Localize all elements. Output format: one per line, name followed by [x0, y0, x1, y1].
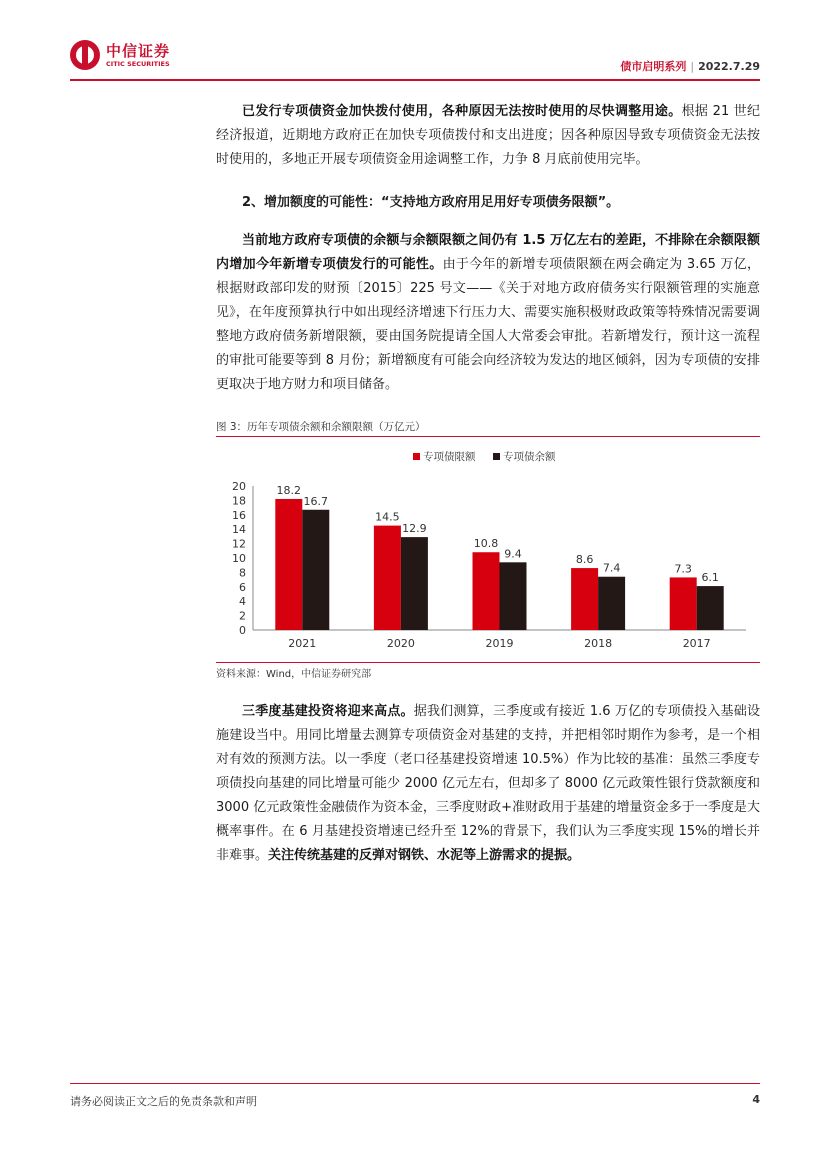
- data-label: 12.9: [402, 522, 427, 536]
- paragraph-4-bold: 三季度基建投资将迎来高点。: [242, 704, 414, 719]
- data-label: 6.1: [701, 571, 719, 585]
- legend-label-1: 专项债限额: [423, 451, 476, 463]
- header-divider: [70, 79, 760, 81]
- section-heading: 2、增加额度的可能性：“支持地方政府用足用好专项债务限额”。: [242, 195, 620, 210]
- y-tick-label: 6: [239, 580, 246, 594]
- y-tick-label: 20: [232, 480, 246, 493]
- legend-swatch-2: [493, 453, 500, 460]
- footer-divider: [70, 1083, 760, 1084]
- bar-2019-balance: [500, 562, 527, 630]
- bar-2017-balance: [697, 586, 724, 630]
- x-tick-label: 2019: [485, 637, 514, 650]
- data-label: 16.7: [303, 494, 329, 508]
- y-tick-label: 2: [239, 609, 246, 623]
- data-label: 8.6: [575, 553, 594, 567]
- y-tick-label: 10: [232, 552, 246, 565]
- legend-swatch-1: [413, 453, 420, 460]
- header-separator: |: [690, 60, 695, 73]
- bar-2020-limit: [374, 526, 401, 630]
- figure-3: [216, 420, 760, 680]
- figure-source: 资料来源：Wind，中信证券研究部: [216, 669, 372, 680]
- paragraph-4-bold-end: 关注传统基建的反弹对钢铁、水泥等上游需求的提振。: [268, 848, 581, 863]
- y-tick-label: 14: [232, 523, 246, 537]
- data-label: 10.8: [473, 537, 499, 551]
- bar-2020-balance: [401, 537, 428, 630]
- body-text-top: [216, 100, 760, 397]
- bar-2017-limit: [670, 577, 697, 630]
- data-label: 7.4: [602, 561, 621, 575]
- paragraph-1: [216, 100, 760, 172]
- page-number: 4: [752, 1093, 760, 1106]
- data-label: 9.4: [504, 547, 522, 561]
- y-tick-label: 0: [239, 624, 246, 637]
- figure-title: 图 3：历年专项债余额和余额限额（万亿元）: [216, 421, 426, 433]
- citic-logo: [70, 40, 190, 74]
- data-label: 14.5: [375, 510, 400, 524]
- page-header: [70, 36, 760, 76]
- x-tick-label: 2020: [386, 637, 415, 650]
- x-tick-label: 2018: [584, 637, 613, 650]
- x-tick-label: 2021: [288, 637, 317, 650]
- footer-disclaimer: 请务必阅读正文之后的免责条款和声明: [70, 1095, 257, 1108]
- body-text-bottom: [216, 700, 760, 868]
- report-date: 2022.7.29: [698, 60, 760, 73]
- paragraph-4-text: 据我们测算，三季度或有接近 1.6 万亿的专项债投入基础设施建设当中。用同比增量去测算专项债资金对基建的支持，并把相邻时期作为参考，是一个相对有效的预测方法。以一季度（老口径基建投资增速 10.5%）作为比较的基准：虽然三季度专项债投向基建的同比增量可能少 2000 亿元左右，但却多了 8000 亿元政策性银行贷款额度和 3000 亿元政策性金融债作为资本金，三季度财政+准财政用于基建的增量资金多于一季度是大概率事件。在 6 月基建投资增速已经升至 12%的背景下，我们认为三季度实现 15%的增长并非难事。: [216, 704, 760, 863]
- legend-label-2: 专项债余额: [503, 451, 556, 463]
- series-name: 债市启明系列: [620, 60, 687, 73]
- y-tick-label: 8: [239, 566, 246, 580]
- data-label: 18.2: [276, 483, 302, 497]
- y-tick-label: 16: [232, 508, 246, 522]
- citic-logo-icon: [70, 40, 100, 70]
- y-tick-label: 4: [239, 595, 246, 609]
- paragraph-4: [216, 700, 760, 868]
- y-tick-label: 12: [232, 537, 246, 551]
- bar-2018-limit: [571, 568, 598, 630]
- paragraph-3-bold: 当前地方政府专项债的余额与余额限额之间仍有 1.5 万亿左右的差距，不排除在余额限额内增加今年新增专项债发行的可能性。: [216, 233, 760, 272]
- x-tick-label: 2017: [682, 637, 711, 650]
- bar-2019-limit: [473, 552, 500, 630]
- logo-cn-text: 中信证券: [106, 42, 171, 60]
- data-label: 7.3: [674, 562, 692, 576]
- paragraph-3-text: 由于今年的新增专项债限额在两会确定为 3.65 万亿，根据财政部印发的财预〔2015〕225 号文——《关于对地方政府债务实行限额管理的实施意见》，在年度预算执行中如出现经济增速下行压力大、需要实施积极财政政策等特殊情况需要调整地方政府债务新增限额，要由国务院提请全国人大常委会审批。若新增发行，预计这一流程的审批可能要等到 8 月份；新增额度有可能会向经济较为发达的地区倾斜，因为专项债的安排更取决于地方财力和项目储备。: [216, 257, 760, 392]
- header-meta: [620, 58, 760, 74]
- figure-title-divider: [216, 436, 760, 437]
- bar-chart: [216, 438, 760, 662]
- paragraph-1-text: 根据 21 世纪经济报道，近期地方政府正在加快专项债拨付和支出进度；因各种原因导致专项债资金无法按时使用的，多地正开展专项债资金用途调整工作，力争 8 月底前使用完毕。: [216, 104, 760, 167]
- paragraph-1-bold: 已发行专项债资金加快拨付使用，各种原因无法按时使用的尽快调整用途。: [242, 104, 682, 119]
- y-tick-label: 18: [232, 494, 246, 508]
- bar-2021-limit: [275, 499, 302, 630]
- paragraph-3: [216, 229, 760, 397]
- bar-2018-balance: [598, 577, 625, 630]
- bar-2021-balance: [302, 510, 329, 630]
- logo-en-text: CITIC SECURITIES: [106, 60, 170, 68]
- figure-bottom-divider: [216, 662, 760, 663]
